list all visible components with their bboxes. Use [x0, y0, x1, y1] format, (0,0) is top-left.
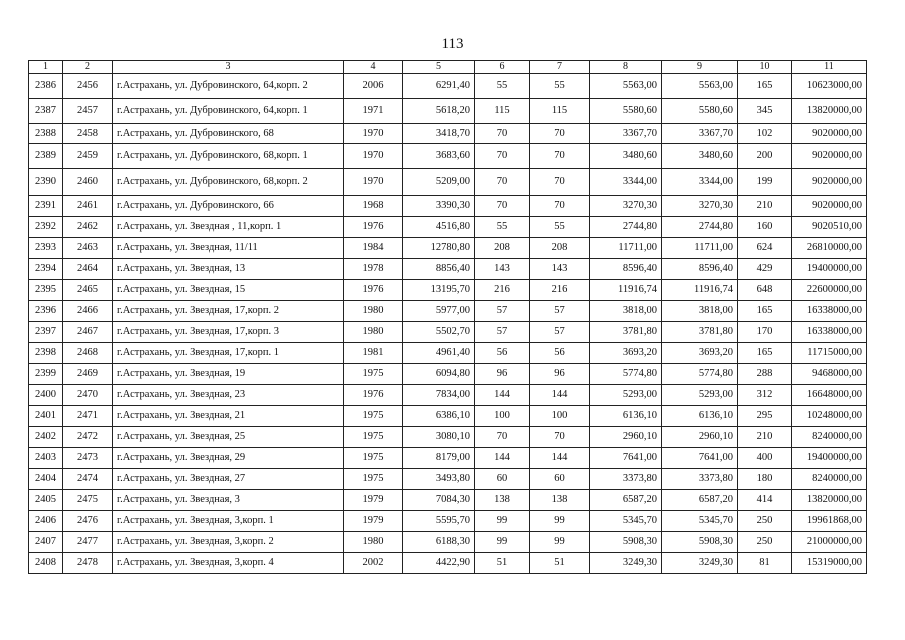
table-cell-col-4: 1970: [344, 124, 403, 144]
table-cell-col-5: 5977,00: [403, 301, 475, 322]
table-cell-col-3: г.Астрахань, ул. Звездная, 21: [113, 406, 344, 427]
table-cell-col-6: 99: [475, 511, 530, 532]
table-cell-col-1: 2402: [29, 427, 63, 448]
table-cell-col-2: 2463: [63, 238, 113, 259]
table-cell-col-1: 2391: [29, 196, 63, 217]
table-cell-col-11: 19400000,00: [792, 448, 867, 469]
table-cell-col-2: 2457: [63, 99, 113, 124]
table-cell-col-4: 1976: [344, 385, 403, 406]
table-cell-col-1: 2395: [29, 280, 63, 301]
table-cell-col-5: 3418,70: [403, 124, 475, 144]
table-cell-col-11: 11715000,00: [792, 343, 867, 364]
table-cell-col-4: 1979: [344, 511, 403, 532]
table-cell-col-3: г.Астрахань, ул. Звездная, 15: [113, 280, 344, 301]
table-row: [29, 196, 867, 217]
table-cell-col-5: 5502,70: [403, 322, 475, 343]
table-row: [29, 217, 867, 238]
table-cell-col-11: 9020000,00: [792, 124, 867, 144]
table-cell-col-9: 5908,30: [662, 532, 738, 553]
table-cell-col-4: 1980: [344, 301, 403, 322]
table-cell-col-10: 429: [738, 259, 792, 280]
table-cell-col-11: 22600000,00: [792, 280, 867, 301]
table-row: [29, 469, 867, 490]
table-cell-col-10: 200: [738, 144, 792, 169]
table-cell-col-8: 3270,30: [590, 196, 662, 217]
table-cell-col-11: 21000000,00: [792, 532, 867, 553]
table-cell-col-1: 2387: [29, 99, 63, 124]
table-cell-col-5: 3493,80: [403, 469, 475, 490]
table-cell-col-3: г.Астрахань, ул. Звездная, 3: [113, 490, 344, 511]
table-cell-col-4: 1970: [344, 144, 403, 169]
table-row: [29, 124, 867, 144]
table-cell-col-10: 624: [738, 238, 792, 259]
table-cell-col-9: 3270,30: [662, 196, 738, 217]
table-cell-col-7: 143: [530, 259, 590, 280]
table-cell-col-10: 170: [738, 322, 792, 343]
table-cell-col-9: 3367,70: [662, 124, 738, 144]
table-cell-col-11: 16648000,00: [792, 385, 867, 406]
table-cell-col-8: 5774,80: [590, 364, 662, 385]
table-cell-col-3: г.Астрахань, ул. Дубровинского, 68: [113, 124, 344, 144]
table-cell-col-5: 6188,30: [403, 532, 475, 553]
table-cell-col-9: 5345,70: [662, 511, 738, 532]
table-cell-col-9: 5580,60: [662, 99, 738, 124]
table-cell-col-7: 55: [530, 74, 590, 99]
table-cell-col-7: 144: [530, 385, 590, 406]
table-cell-col-7: 70: [530, 169, 590, 196]
table-cell-col-4: 1975: [344, 427, 403, 448]
table-cell-col-6: 138: [475, 490, 530, 511]
table-cell-col-9: 3344,00: [662, 169, 738, 196]
table-row: [29, 259, 867, 280]
table-cell-col-3: г.Астрахань, ул. Звездная, 19: [113, 364, 344, 385]
table-cell-col-5: 7084,30: [403, 490, 475, 511]
table-cell-col-8: 3480,60: [590, 144, 662, 169]
table-cell-col-11: 16338000,00: [792, 301, 867, 322]
table-cell-col-3: г.Астрахань, ул. Звездная, 29: [113, 448, 344, 469]
table-row: [29, 511, 867, 532]
table-cell-col-1: 2386: [29, 74, 63, 99]
table-cell-col-6: 57: [475, 301, 530, 322]
table-cell-col-2: 2470: [63, 385, 113, 406]
table-cell-col-1: 2399: [29, 364, 63, 385]
table-cell-col-10: 199: [738, 169, 792, 196]
table-cell-col-6: 70: [475, 169, 530, 196]
table-cell-col-10: 165: [738, 74, 792, 99]
table-cell-col-8: 8596,40: [590, 259, 662, 280]
table-cell-col-7: 57: [530, 322, 590, 343]
table-cell-col-4: 1976: [344, 217, 403, 238]
table-cell-col-2: 2469: [63, 364, 113, 385]
table-cell-col-3: г.Астрахань, ул. Дубровинского, 66: [113, 196, 344, 217]
table-cell-col-8: 5563,00: [590, 74, 662, 99]
column-header-10: 10: [738, 61, 792, 74]
table-cell-col-11: 9020000,00: [792, 169, 867, 196]
table-cell-col-10: 345: [738, 99, 792, 124]
column-header-8: 8: [590, 61, 662, 74]
table-cell-col-10: 414: [738, 490, 792, 511]
table-cell-col-5: 4422,90: [403, 553, 475, 574]
table-cell-col-7: 138: [530, 490, 590, 511]
table-cell-col-3: г.Астрахань, ул. Дубровинского, 64,корп. 2: [113, 74, 344, 99]
table-cell-col-3: г.Астрахань, ул. Звездная, 3,корп. 2: [113, 532, 344, 553]
table-cell-col-3: г.Астрахань, ул. Звездная, 3,корп. 4: [113, 553, 344, 574]
table-cell-col-11: 16338000,00: [792, 322, 867, 343]
table-cell-col-5: 3080,10: [403, 427, 475, 448]
table-cell-col-2: 2467: [63, 322, 113, 343]
table-cell-col-6: 115: [475, 99, 530, 124]
table-cell-col-8: 5293,00: [590, 385, 662, 406]
table-cell-col-2: 2475: [63, 490, 113, 511]
table-cell-col-9: 11711,00: [662, 238, 738, 259]
table-cell-col-9: 8596,40: [662, 259, 738, 280]
table-cell-col-2: 2462: [63, 217, 113, 238]
table-cell-col-10: 165: [738, 343, 792, 364]
table-cell-col-10: 250: [738, 532, 792, 553]
table-cell-col-11: 26810000,00: [792, 238, 867, 259]
table-cell-col-5: 8179,00: [403, 448, 475, 469]
table-cell-col-1: 2393: [29, 238, 63, 259]
column-header-6: 6: [475, 61, 530, 74]
table-cell-col-4: 1978: [344, 259, 403, 280]
table-cell-col-6: 144: [475, 448, 530, 469]
table-header-row: [29, 61, 867, 74]
table-cell-col-7: 208: [530, 238, 590, 259]
table-cell-col-2: 2473: [63, 448, 113, 469]
table-cell-col-11: 9020000,00: [792, 144, 867, 169]
table-cell-col-2: 2458: [63, 124, 113, 144]
table-cell-col-2: 2456: [63, 74, 113, 99]
table-cell-col-11: 9468000,00: [792, 364, 867, 385]
table-row: [29, 280, 867, 301]
table-cell-col-9: 7641,00: [662, 448, 738, 469]
table-cell-col-5: 4961,40: [403, 343, 475, 364]
table-cell-col-6: 57: [475, 322, 530, 343]
table-cell-col-1: 2406: [29, 511, 63, 532]
table-cell-col-5: 13195,70: [403, 280, 475, 301]
table-cell-col-3: г.Астрахань, ул. Дубровинского, 68,корп. 2: [113, 169, 344, 196]
table-row: [29, 406, 867, 427]
table-cell-col-7: 96: [530, 364, 590, 385]
column-header-11: 11: [792, 61, 867, 74]
table-cell-col-1: 2388: [29, 124, 63, 144]
table-cell-col-8: 11916,74: [590, 280, 662, 301]
table-cell-col-11: 19961868,00: [792, 511, 867, 532]
table-cell-col-6: 51: [475, 553, 530, 574]
table-cell-col-4: 1975: [344, 406, 403, 427]
table-cell-col-5: 7834,00: [403, 385, 475, 406]
table-cell-col-9: 5774,80: [662, 364, 738, 385]
table-cell-col-4: 1980: [344, 322, 403, 343]
table-row: [29, 553, 867, 574]
table-cell-col-8: 3781,80: [590, 322, 662, 343]
table-cell-col-9: 6587,20: [662, 490, 738, 511]
table-cell-col-7: 56: [530, 343, 590, 364]
table-cell-col-11: 13820000,00: [792, 490, 867, 511]
table-cell-col-9: 3249,30: [662, 553, 738, 574]
table-cell-col-6: 216: [475, 280, 530, 301]
table-cell-col-2: 2461: [63, 196, 113, 217]
table-cell-col-7: 70: [530, 427, 590, 448]
table-cell-col-5: 6386,10: [403, 406, 475, 427]
table-cell-col-3: г.Астрахань, ул. Звездная, 17,корп. 1: [113, 343, 344, 364]
table-cell-col-8: 6136,10: [590, 406, 662, 427]
table-cell-col-1: 2398: [29, 343, 63, 364]
table-cell-col-2: 2460: [63, 169, 113, 196]
table-cell-col-10: 102: [738, 124, 792, 144]
table-cell-col-10: 160: [738, 217, 792, 238]
table-cell-col-8: 6587,20: [590, 490, 662, 511]
table-cell-col-6: 100: [475, 406, 530, 427]
table-cell-col-6: 70: [475, 124, 530, 144]
table-cell-col-10: 295: [738, 406, 792, 427]
table-cell-col-7: 99: [530, 532, 590, 553]
table-row: [29, 322, 867, 343]
table-cell-col-5: 4516,80: [403, 217, 475, 238]
table-cell-col-6: 208: [475, 238, 530, 259]
table-cell-col-5: 6291,40: [403, 74, 475, 99]
table-cell-col-6: 70: [475, 144, 530, 169]
table-cell-col-9: 3373,80: [662, 469, 738, 490]
table-cell-col-1: 2403: [29, 448, 63, 469]
table-cell-col-11: 8240000,00: [792, 469, 867, 490]
table-cell-col-8: 3344,00: [590, 169, 662, 196]
table-cell-col-11: 10623000,00: [792, 74, 867, 99]
table-cell-col-4: 1968: [344, 196, 403, 217]
table-body: [29, 74, 867, 574]
table-cell-col-7: 55: [530, 217, 590, 238]
table-cell-col-5: 8856,40: [403, 259, 475, 280]
table-cell-col-8: 2960,10: [590, 427, 662, 448]
table-cell-col-6: 70: [475, 427, 530, 448]
table-cell-col-3: г.Астрахань, ул. Дубровинского, 68,корп. 1: [113, 144, 344, 169]
table-cell-col-2: 2477: [63, 532, 113, 553]
table-row: [29, 238, 867, 259]
table-cell-col-10: 210: [738, 196, 792, 217]
table-cell-col-8: 7641,00: [590, 448, 662, 469]
table-cell-col-6: 56: [475, 343, 530, 364]
table-cell-col-3: г.Астрахань, ул. Звездная, 25: [113, 427, 344, 448]
table-cell-col-7: 57: [530, 301, 590, 322]
table-cell-col-7: 115: [530, 99, 590, 124]
table-cell-col-8: 3818,00: [590, 301, 662, 322]
table-row: [29, 427, 867, 448]
table-cell-col-3: г.Астрахань, ул. Звездная , 11,корп. 1: [113, 217, 344, 238]
table-cell-col-7: 51: [530, 553, 590, 574]
table-cell-col-5: 3683,60: [403, 144, 475, 169]
table-cell-col-1: 2389: [29, 144, 63, 169]
table-row: [29, 448, 867, 469]
table-row: [29, 385, 867, 406]
column-header-7: 7: [530, 61, 590, 74]
table-cell-col-4: 1975: [344, 364, 403, 385]
table-cell-col-1: 2401: [29, 406, 63, 427]
table-cell-col-1: 2408: [29, 553, 63, 574]
table-cell-col-10: 648: [738, 280, 792, 301]
table-cell-col-7: 60: [530, 469, 590, 490]
table-cell-col-10: 312: [738, 385, 792, 406]
table-cell-col-11: 19400000,00: [792, 259, 867, 280]
table-row: [29, 364, 867, 385]
table-cell-col-7: 99: [530, 511, 590, 532]
table-cell-col-9: 3781,80: [662, 322, 738, 343]
table-cell-col-11: 9020000,00: [792, 196, 867, 217]
table-cell-col-9: 2960,10: [662, 427, 738, 448]
table-cell-col-4: 1971: [344, 99, 403, 124]
table-cell-col-8: 11711,00: [590, 238, 662, 259]
table-cell-col-10: 250: [738, 511, 792, 532]
table-row: [29, 343, 867, 364]
table-cell-col-6: 60: [475, 469, 530, 490]
table-cell-col-7: 70: [530, 124, 590, 144]
table-cell-col-10: 165: [738, 301, 792, 322]
table-cell-col-9: 3693,20: [662, 343, 738, 364]
table-cell-col-10: 210: [738, 427, 792, 448]
table-cell-col-11: 8240000,00: [792, 427, 867, 448]
table-row: [29, 490, 867, 511]
table-cell-col-7: 100: [530, 406, 590, 427]
housing-register-table: [28, 60, 867, 574]
table-cell-col-11: 10248000,00: [792, 406, 867, 427]
table-cell-col-7: 144: [530, 448, 590, 469]
table-cell-col-2: 2464: [63, 259, 113, 280]
table-cell-col-2: 2472: [63, 427, 113, 448]
table-cell-col-1: 2400: [29, 385, 63, 406]
column-header-2: 2: [63, 61, 113, 74]
table-cell-col-8: 5908,30: [590, 532, 662, 553]
table-cell-col-1: 2404: [29, 469, 63, 490]
table-cell-col-9: 2744,80: [662, 217, 738, 238]
table-cell-col-3: г.Астрахань, ул. Дубровинского, 64,корп. 1: [113, 99, 344, 124]
table-cell-col-8: 3249,30: [590, 553, 662, 574]
table-cell-col-4: 2002: [344, 553, 403, 574]
table-cell-col-2: 2478: [63, 553, 113, 574]
table-cell-col-9: 6136,10: [662, 406, 738, 427]
column-header-9: 9: [662, 61, 738, 74]
table-cell-col-6: 96: [475, 364, 530, 385]
table-row: [29, 99, 867, 124]
table-cell-col-1: 2397: [29, 322, 63, 343]
table-row: [29, 74, 867, 99]
table-cell-col-4: 1981: [344, 343, 403, 364]
column-header-5: 5: [403, 61, 475, 74]
table-cell-col-4: 2006: [344, 74, 403, 99]
table-cell-col-1: 2396: [29, 301, 63, 322]
table-cell-col-2: 2465: [63, 280, 113, 301]
table-cell-col-4: 1976: [344, 280, 403, 301]
table-cell-col-5: 6094,80: [403, 364, 475, 385]
table-row: [29, 532, 867, 553]
table-cell-col-11: 15319000,00: [792, 553, 867, 574]
table-cell-col-8: 3367,70: [590, 124, 662, 144]
table-cell-col-1: 2407: [29, 532, 63, 553]
table-cell-col-9: 3480,60: [662, 144, 738, 169]
table-cell-col-2: 2474: [63, 469, 113, 490]
table-cell-col-6: 143: [475, 259, 530, 280]
table-cell-col-3: г.Астрахань, ул. Звездная, 13: [113, 259, 344, 280]
table-cell-col-1: 2390: [29, 169, 63, 196]
table-cell-col-9: 5293,00: [662, 385, 738, 406]
table-cell-col-7: 216: [530, 280, 590, 301]
table-cell-col-8: 5580,60: [590, 99, 662, 124]
table-cell-col-4: 1980: [344, 532, 403, 553]
table-cell-col-5: 5209,00: [403, 169, 475, 196]
table-cell-col-6: 55: [475, 74, 530, 99]
table-cell-col-8: 5345,70: [590, 511, 662, 532]
table-cell-col-5: 3390,30: [403, 196, 475, 217]
table-cell-col-6: 144: [475, 385, 530, 406]
column-header-4: 4: [344, 61, 403, 74]
table-cell-col-10: 400: [738, 448, 792, 469]
table-cell-col-10: 81: [738, 553, 792, 574]
table-cell-col-5: 12780,80: [403, 238, 475, 259]
table-cell-col-3: г.Астрахань, ул. Звездная, 11/11: [113, 238, 344, 259]
table-row: [29, 169, 867, 196]
table-cell-col-1: 2405: [29, 490, 63, 511]
column-header-1: 1: [29, 61, 63, 74]
table-cell-col-2: 2459: [63, 144, 113, 169]
table-cell-col-6: 70: [475, 196, 530, 217]
table-cell-col-2: 2466: [63, 301, 113, 322]
table-cell-col-6: 99: [475, 532, 530, 553]
table-cell-col-10: 288: [738, 364, 792, 385]
table-cell-col-10: 180: [738, 469, 792, 490]
table-cell-col-6: 55: [475, 217, 530, 238]
table-cell-col-5: 5618,20: [403, 99, 475, 124]
table-cell-col-9: 5563,00: [662, 74, 738, 99]
table-cell-col-4: 1970: [344, 169, 403, 196]
table-cell-col-2: 2476: [63, 511, 113, 532]
table-cell-col-3: г.Астрахань, ул. Звездная, 17,корп. 3: [113, 322, 344, 343]
table-cell-col-4: 1975: [344, 448, 403, 469]
table-cell-col-4: 1979: [344, 490, 403, 511]
table-row: [29, 301, 867, 322]
table-cell-col-3: г.Астрахань, ул. Звездная, 3,корп. 1: [113, 511, 344, 532]
table-cell-col-11: 9020510,00: [792, 217, 867, 238]
table-cell-col-2: 2468: [63, 343, 113, 364]
table-cell-col-5: 5595,70: [403, 511, 475, 532]
table-cell-col-9: 11916,74: [662, 280, 738, 301]
table-cell-col-8: 3693,20: [590, 343, 662, 364]
table-cell-col-8: 3373,80: [590, 469, 662, 490]
table-cell-col-2: 2471: [63, 406, 113, 427]
table-cell-col-1: 2392: [29, 217, 63, 238]
table-cell-col-4: 1975: [344, 469, 403, 490]
table-cell-col-8: 2744,80: [590, 217, 662, 238]
table-cell-col-4: 1984: [344, 238, 403, 259]
table-cell-col-3: г.Астрахань, ул. Звездная, 23: [113, 385, 344, 406]
table-cell-col-1: 2394: [29, 259, 63, 280]
table-cell-col-3: г.Астрахань, ул. Звездная, 17,корп. 2: [113, 301, 344, 322]
table-cell-col-7: 70: [530, 196, 590, 217]
page-number: 113: [441, 36, 464, 52]
column-header-3: 3: [113, 61, 344, 74]
table-row: [29, 144, 867, 169]
table-cell-col-9: 3818,00: [662, 301, 738, 322]
table-cell-col-3: г.Астрахань, ул. Звездная, 27: [113, 469, 344, 490]
table-cell-col-11: 13820000,00: [792, 99, 867, 124]
table-cell-col-7: 70: [530, 144, 590, 169]
